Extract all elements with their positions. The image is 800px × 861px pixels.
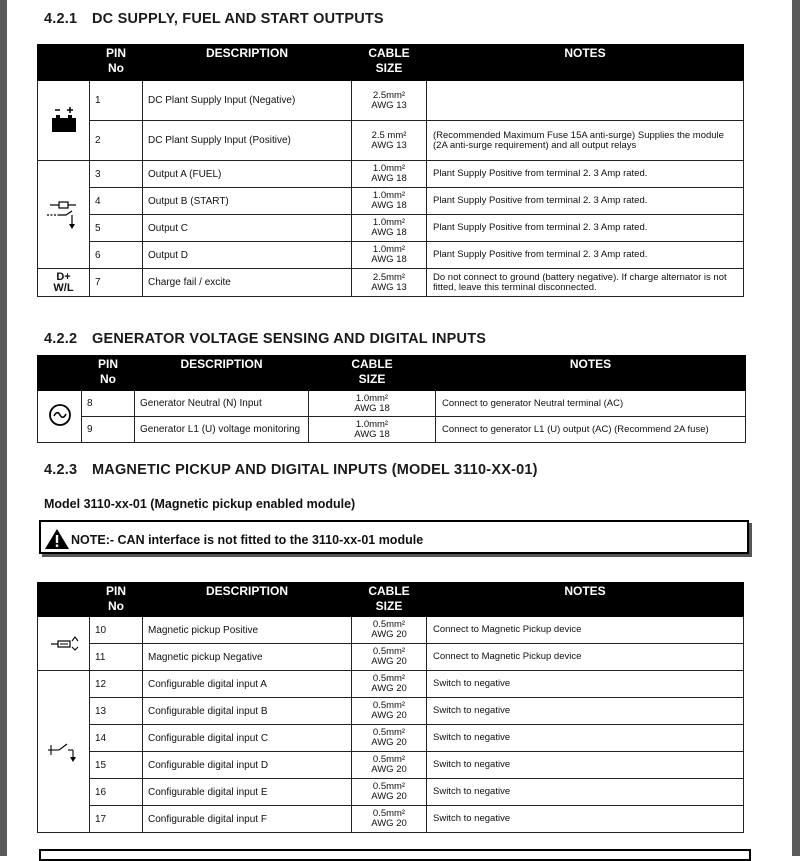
table-row xyxy=(38,161,744,188)
notes-header: NOTES xyxy=(427,45,744,81)
pin-notes: Plant Supply Positive from terminal 2. 3 Amp rated. xyxy=(427,161,744,188)
cable-size: 0.5mm² AWG 20 xyxy=(352,671,427,698)
pin-description: DC Plant Supply Input (Positive) xyxy=(143,121,352,161)
table-row xyxy=(38,269,744,297)
digital-input-switch-icon xyxy=(38,671,90,833)
cable-size: 0.5mm² AWG 20 xyxy=(352,698,427,725)
charge-alternator-icon xyxy=(38,269,90,297)
table-row xyxy=(38,121,744,161)
pin-number: 2 xyxy=(90,121,143,161)
pin-description: Magnetic pickup Negative xyxy=(143,644,352,671)
pin-notes: Plant Supply Positive from terminal 2. 3 Amp rated. xyxy=(427,215,744,242)
icon-header xyxy=(38,45,90,81)
pin-notes: Switch to negative xyxy=(427,752,744,779)
pin-description: Output D xyxy=(143,242,352,269)
pin-number: 15 xyxy=(90,752,143,779)
table-row xyxy=(38,188,744,215)
dc-supply-table xyxy=(37,44,744,297)
left-margin-bar xyxy=(0,0,7,856)
pin-notes: Switch to negative xyxy=(427,671,744,698)
notes-header: NOTES xyxy=(436,356,746,391)
cable-size: 2.5mm² AWG 13 xyxy=(352,81,427,121)
section-heading-4-2-2 xyxy=(44,331,486,347)
cable-size: 1.0mm² AWG 18 xyxy=(309,417,436,443)
pin-description: Configurable digital input B xyxy=(143,698,352,725)
cable-size: 0.5mm² AWG 20 xyxy=(352,752,427,779)
pin-number: 1 xyxy=(90,81,143,121)
cable-size: 0.5mm² AWG 20 xyxy=(352,644,427,671)
pin-notes: Connect to Magnetic Pickup device xyxy=(427,644,744,671)
cable-size: 0.5mm² AWG 20 xyxy=(352,806,427,833)
pin-notes: Switch to negative xyxy=(427,806,744,833)
cable-size: 1.0mm² AWG 18 xyxy=(352,188,427,215)
pin-header: PIN No xyxy=(82,356,135,391)
pin-description: Charge fail / excite xyxy=(143,269,352,297)
table-row xyxy=(38,215,744,242)
pin-notes: Plant Supply Positive from terminal 2. 3 Amp rated. xyxy=(427,188,744,215)
table-header-row xyxy=(38,356,746,391)
pin-notes: Connect to generator Neutral terminal (AC) xyxy=(436,391,746,417)
cable-size: 2.5 mm² AWG 13 xyxy=(352,121,427,161)
table-row xyxy=(38,242,744,269)
pin-notes: Do not connect to ground (battery negative). If charge alternator is not fitted, leave this terminal disconnected. xyxy=(427,269,744,297)
table-row xyxy=(38,644,744,671)
pin-number: 10 xyxy=(90,617,143,644)
next-note-box-partial xyxy=(39,849,751,861)
section-heading-4-2-1 xyxy=(44,11,384,27)
dplus-label: D+ xyxy=(56,270,71,283)
table-row xyxy=(38,81,744,121)
pin-number: 16 xyxy=(90,779,143,806)
section-number: 4.2.1 xyxy=(44,11,78,27)
section-title: DC SUPPLY, FUEL AND START OUTPUTS xyxy=(92,11,384,27)
pin-number: 8 xyxy=(82,391,135,417)
model-subheading: Model 3110-xx-01 (Magnetic pickup enabled module) xyxy=(44,497,356,511)
pin-header: PIN No xyxy=(90,583,143,617)
note-box xyxy=(39,520,749,554)
battery-icon xyxy=(38,81,90,161)
voltage-sensing-table xyxy=(37,355,746,443)
icon-header xyxy=(38,583,90,617)
description-header: DESCRIPTION xyxy=(143,583,352,617)
table-row xyxy=(38,417,746,443)
pin-description: Generator Neutral (N) Input xyxy=(135,391,309,417)
warning-icon xyxy=(44,528,70,555)
pin-description: Output B (START) xyxy=(143,188,352,215)
pin-notes: Switch to negative xyxy=(427,779,744,806)
section-title: MAGNETIC PICKUP AND DIGITAL INPUTS (MODEL 3110-XX-01) xyxy=(92,462,538,478)
pin-description: Configurable digital input E xyxy=(143,779,352,806)
pin-number: 3 xyxy=(90,161,143,188)
cable-size: 0.5mm² AWG 20 xyxy=(352,779,427,806)
magnetic-pickup-table xyxy=(37,582,744,833)
table-row xyxy=(38,752,744,779)
note-text: NOTE:- CAN interface is not fitted to the 3110-xx-01 module xyxy=(71,533,424,547)
pin-description: Output C xyxy=(143,215,352,242)
description-header: DESCRIPTION xyxy=(135,356,309,391)
pin-number: 11 xyxy=(90,644,143,671)
pin-description: Output A (FUEL) xyxy=(143,161,352,188)
table-row xyxy=(38,391,746,417)
pin-number: 4 xyxy=(90,188,143,215)
pin-description: Configurable digital input A xyxy=(143,671,352,698)
table-row xyxy=(38,806,744,833)
cable-size: 1.0mm² AWG 18 xyxy=(352,215,427,242)
pin-notes: Connect to generator L1 (U) output (AC) (Recommend 2A fuse) xyxy=(436,417,746,443)
pin-description: Configurable digital input D xyxy=(143,752,352,779)
wl-label: W/L xyxy=(53,281,74,294)
relay-output-icon xyxy=(38,161,90,269)
ac-generator-icon xyxy=(38,391,82,443)
table-row xyxy=(38,617,744,644)
cable-size: 1.0mm² AWG 18 xyxy=(352,161,427,188)
table-header-row xyxy=(38,583,744,617)
pin-notes: Plant Supply Positive from terminal 2. 3 Amp rated. xyxy=(427,242,744,269)
pin-description: Configurable digital input C xyxy=(143,725,352,752)
pin-number: 5 xyxy=(90,215,143,242)
cable-header: CABLE SIZE xyxy=(352,583,427,617)
notes-header: NOTES xyxy=(427,583,744,617)
section-number: 4.2.2 xyxy=(44,331,78,347)
pin-description: Magnetic pickup Positive xyxy=(143,617,352,644)
table-row xyxy=(38,725,744,752)
section-heading-4-2-3 xyxy=(44,462,538,478)
pin-description: Generator L1 (U) voltage monitoring xyxy=(135,417,309,443)
pin-description: Configurable digital input F xyxy=(143,806,352,833)
pin-notes: Switch to negative xyxy=(427,725,744,752)
pin-number: 6 xyxy=(90,242,143,269)
right-scrollbar-track[interactable] xyxy=(792,0,800,856)
cable-header: CABLE SIZE xyxy=(309,356,436,391)
pin-notes: Connect to Magnetic Pickup device xyxy=(427,617,744,644)
table-row xyxy=(38,698,744,725)
cable-size: 0.5mm² AWG 20 xyxy=(352,725,427,752)
pin-description: DC Plant Supply Input (Negative) xyxy=(143,81,352,121)
pin-header: PIN No xyxy=(90,45,143,81)
description-header: DESCRIPTION xyxy=(143,45,352,81)
pin-number: 14 xyxy=(90,725,143,752)
table-header-row xyxy=(38,45,744,81)
pin-number: 17 xyxy=(90,806,143,833)
table-row xyxy=(38,671,744,698)
magnetic-pickup-icon xyxy=(38,617,90,671)
cable-size: 1.0mm² AWG 18 xyxy=(352,242,427,269)
pin-notes: (Recommended Maximum Fuse 15A anti-surge) Supplies the module (2A anti-surge requirement) and all output relays xyxy=(427,121,744,161)
pin-notes: Switch to negative xyxy=(427,698,744,725)
pin-number: 13 xyxy=(90,698,143,725)
pin-number: 9 xyxy=(82,417,135,443)
table-row xyxy=(38,779,744,806)
pin-number: 12 xyxy=(90,671,143,698)
icon-header xyxy=(38,356,82,391)
section-number: 4.2.3 xyxy=(44,462,78,478)
pin-number: 7 xyxy=(90,269,143,297)
cable-size: 0.5mm² AWG 20 xyxy=(352,617,427,644)
section-title: GENERATOR VOLTAGE SENSING AND DIGITAL INPUTS xyxy=(92,331,487,347)
pin-notes xyxy=(427,81,744,121)
cable-size: 1.0mm² AWG 18 xyxy=(309,391,436,417)
cable-size: 2.5mm² AWG 13 xyxy=(352,269,427,297)
cable-header: CABLE SIZE xyxy=(352,45,427,81)
